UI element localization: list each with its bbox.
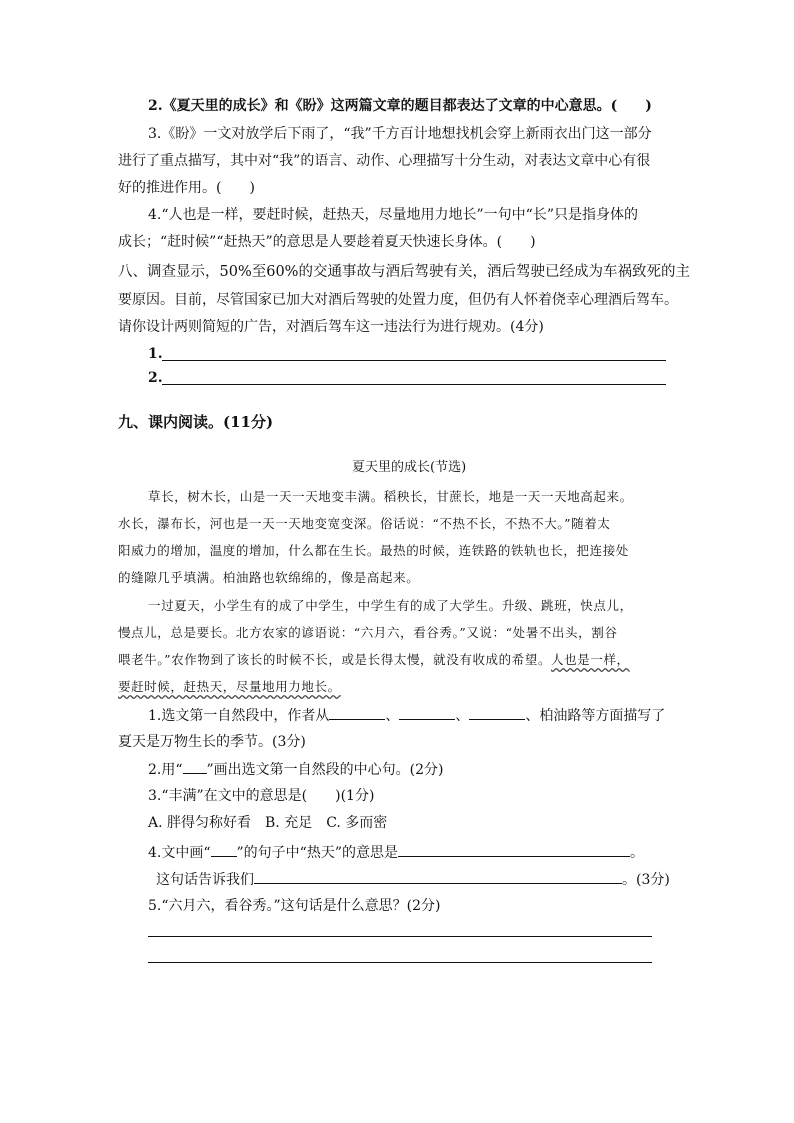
passage-p1-line4: 的缝隙几乎填满。柏油路也软绵绵的，像是高起来。: [118, 570, 420, 585]
passage-wavy-sentence-end: 要赶时候，赶热天，尽量地用力地长。: [118, 679, 341, 694]
sub-q4-marker: [211, 842, 237, 857]
sub-q1-blank-1[interactable]: [329, 705, 385, 720]
sub-q5-answer-line-2[interactable]: [148, 962, 652, 963]
sub-q3: 3.“丰满”在文中的意思是( )(1分): [148, 788, 375, 804]
q7-item-4-line1: 4.“人也是一样，要赶时候，赶热天，尽量地用力地长”一句中“长”只是指身体的: [148, 207, 638, 223]
sub-q2-prompt: 2.用“: [148, 762, 183, 778]
passage-p1-line2: 水长，瀑布长，河也是一天一天地变宽变深。俗话说：“不热不长，不热不大。”随着太: [118, 516, 611, 531]
q7-item-3-line2: 进行了重点描写，其中对“我”的语言、动作、心理描写十分生动，对表达文章中心有很: [118, 153, 651, 169]
q8-answer-1-line[interactable]: [162, 360, 666, 361]
sub-q1-sep-2: 、: [455, 708, 470, 724]
sub-q4-prompt-2: 这句话告诉我们: [156, 872, 254, 888]
q7-item-3-line1: 3.《盼》一文对放学后下雨了，“我”千方百计地想找机会穿上新雨衣出门这一部分: [148, 126, 652, 142]
passage-p2-line3: [118, 650, 630, 670]
sub-q4-blank-2[interactable]: [254, 869, 622, 884]
sub-q1-sep-1: 、: [385, 708, 400, 724]
sub-q1-blank-2[interactable]: [399, 705, 455, 720]
sub-q5: 5.“六月六，看谷秀。”这句话是什么意思？(2分): [148, 898, 441, 914]
sub-q2-tail: ”画出选文第一自然段的中心句。(2分): [206, 762, 444, 778]
sub-q1-tail: 、柏油路等方面描写了: [525, 708, 666, 724]
sub-q1-line2: 夏天是万物生长的季节。(3分): [118, 734, 306, 750]
sub-q5-answer-line-1[interactable]: [148, 936, 652, 937]
sub-q1-line1: [148, 705, 665, 726]
sub-q2: [148, 759, 444, 780]
passage-wavy-sentence-start: 人也是一样，: [551, 652, 630, 667]
q8-prompt-line1: 八、调查显示，50%至60%的交通事故与酒后驾驶有关，酒后驾驶已经成为车祸致死的主: [118, 264, 690, 280]
sub-q4-prompt: 4.文中画“: [148, 845, 211, 861]
passage-p2-line1: 一过夏天，小学生有的成了中学生，中学生有的成了大学生。升级、跳班，快点儿，: [148, 598, 633, 613]
sub-q4-line2: [156, 869, 670, 890]
sub-q4-blank-1[interactable]: [398, 842, 630, 857]
q7-item-3-line3: 好的推进作用。( ): [118, 180, 255, 196]
sub-q1-blank-3[interactable]: [469, 705, 525, 720]
sub-q1-prompt: 1.选文第一自然段中，作者从: [148, 708, 330, 724]
passage-p2-line2: 慢点儿，总是要长。北方农家的谚语说：“六月六，看谷秀。”又说：“处暑不出头，割谷: [118, 625, 618, 640]
q8-answer-2-line[interactable]: [162, 384, 666, 385]
passage-title: 夏天里的成长(节选): [352, 460, 467, 475]
passage-p1-line3: 阳威力的增加，温度的增加，什么都在生长。最热的时候，连铁路的铁轨也长，把连接处: [118, 543, 629, 558]
q7-item-4-line2: 成长；“赶时候”“赶热天”的意思是人要趁着夏天快速长身体。( ): [118, 234, 536, 250]
q7-item-2-text: 2.《夏天里的成长》和《盼》这两篇文章的题目都表达了文章的中心意思。( ): [148, 98, 652, 114]
q8-prompt-line2: 要原因。目前，尽管国家已加大对酒后驾驶的处置力度，但仍有人怀着侥幸心理酒后驾车。: [118, 292, 678, 308]
passage-p2-line4: [118, 677, 341, 697]
sub-q4-line1: [148, 842, 644, 863]
q8-prompt-line3: 请你设计两则简短的广告，对酒后驾车这一违法行为进行规劝。(4分): [118, 319, 544, 335]
sub-q3-options: A. 胖得匀称好看 B. 充足 C. 多而密: [148, 815, 388, 831]
q7-item-2: [148, 96, 652, 116]
sub-q4-end: 。: [630, 845, 644, 861]
q8-answer-2-label: 2.: [148, 370, 163, 386]
q8-answer-1-label: 1.: [148, 346, 163, 362]
sub-q2-line-marker: [183, 759, 207, 774]
q9-heading: 九、课内阅读。(11分): [118, 413, 274, 431]
passage-p1-line1: 草长，树木长，山是一天一天地变丰满。稻秧长，甘蔗长，地是一天一天地高起来。: [148, 489, 633, 504]
sub-q4-middle: ”的句子中“热天”的意思是: [236, 845, 398, 861]
passage-p2-line3-text: 喂老牛。”农作物到了该长的时候不长，或是长得太慢，就没有收成的希望。: [118, 652, 552, 667]
sub-q4-score: 。(3分): [622, 872, 670, 888]
